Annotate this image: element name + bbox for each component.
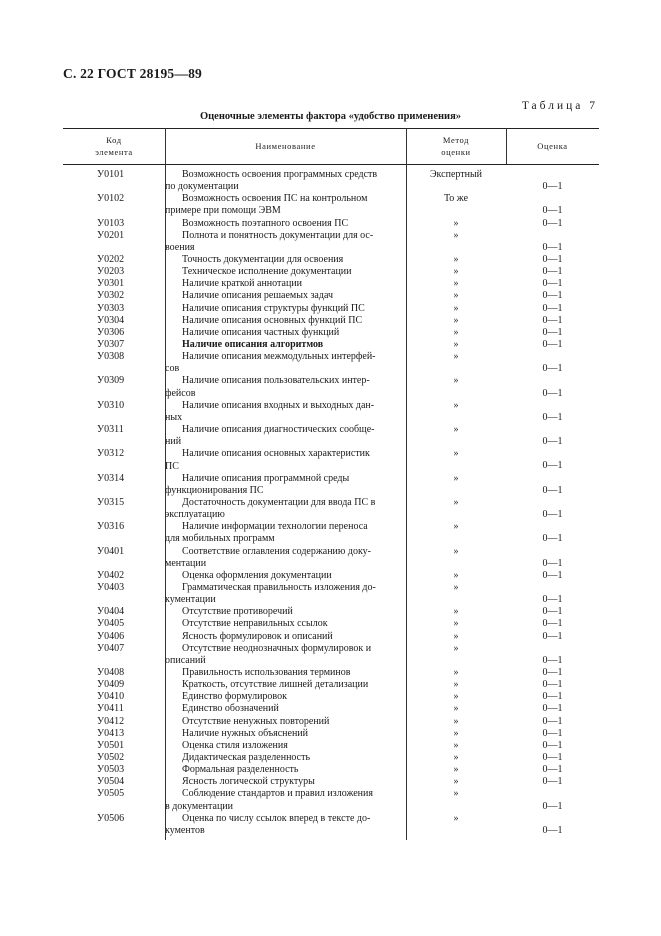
table-row [63, 218, 599, 230]
element-code: У0102 [97, 193, 125, 205]
element-code: У0307 [97, 339, 125, 351]
evaluation-method: » [453, 545, 459, 557]
element-name [165, 254, 403, 266]
element-code: У0203 [97, 266, 125, 278]
score-range: 0—1 [542, 606, 563, 618]
evaluation-method: » [453, 472, 459, 484]
table-row [63, 169, 599, 193]
element-name-line: описаний [165, 654, 206, 666]
element-name-line: Грамматическая правильность изложения до- [182, 581, 376, 593]
element-name-line: Наличие описания решаемых задач [182, 290, 334, 302]
element-name-line: Отсутствие неправильных ссылок [182, 618, 328, 630]
element-code: У0103 [97, 217, 125, 229]
element-name [165, 667, 403, 679]
element-name [165, 618, 403, 630]
score-range: 0—1 [542, 727, 563, 739]
evaluation-method: » [453, 739, 459, 751]
table-row [63, 448, 599, 472]
score-range: 0—1 [542, 241, 563, 253]
evaluation-method: » [453, 229, 459, 241]
table-row [63, 375, 599, 399]
element-name-line: Краткость, отсутствие лишней детализации [182, 679, 369, 691]
table-row [63, 400, 599, 424]
score-range: 0—1 [542, 557, 563, 569]
element-code: У0503 [97, 764, 125, 776]
table-row [63, 473, 599, 497]
score-range: 0—1 [542, 290, 563, 302]
element-name [165, 351, 403, 375]
table-row [63, 618, 599, 630]
element-name [165, 521, 403, 545]
element-code: У0401 [97, 545, 125, 557]
element-code: У0506 [97, 812, 125, 824]
score-range: 0—1 [542, 679, 563, 691]
score-range: 0—1 [542, 181, 563, 193]
table-row [63, 703, 599, 715]
table-row [63, 424, 599, 448]
table-row [63, 521, 599, 545]
element-code: У0402 [97, 569, 125, 581]
table-row [63, 740, 599, 752]
element-name [165, 752, 403, 764]
table-row [63, 582, 599, 606]
element-name-line: Наличие описания основных характеристик [182, 448, 370, 460]
evaluation-method: » [453, 764, 459, 776]
element-name [165, 606, 403, 618]
element-name-line: в документации [165, 800, 233, 812]
element-code: У0502 [97, 751, 125, 763]
table-row [63, 339, 599, 351]
table-row [63, 606, 599, 618]
element-name-line: Оценка оформления документации [182, 569, 332, 581]
table-row [63, 327, 599, 339]
element-name-line: Дидактическая разделенность [182, 751, 311, 763]
table-row [63, 351, 599, 375]
element-code: У0501 [97, 739, 125, 751]
element-name [165, 691, 403, 703]
score-range: 0—1 [542, 715, 563, 727]
score-range: 0—1 [542, 339, 563, 351]
score-range: 0—1 [542, 764, 563, 776]
evaluation-method: » [453, 812, 459, 824]
element-name [165, 278, 403, 290]
element-name-line: Формальная разделенность [182, 764, 299, 776]
evaluation-method: » [453, 618, 459, 630]
column-header-name: Наименование [255, 141, 316, 151]
evaluation-method: » [453, 496, 459, 508]
element-code: У0308 [97, 351, 125, 363]
table-row [63, 776, 599, 788]
score-range: 0—1 [542, 363, 563, 375]
element-name-line: Наличие информации технологии переноса [182, 521, 368, 533]
score-range: 0—1 [542, 278, 563, 290]
evaluation-method: » [453, 606, 459, 618]
element-name [165, 776, 403, 788]
element-name [165, 788, 403, 812]
element-code: У0312 [97, 448, 125, 460]
table-row [63, 315, 599, 327]
element-name [165, 546, 403, 570]
evaluation-method: » [453, 569, 459, 581]
element-code: У0202 [97, 254, 125, 266]
element-name [165, 570, 403, 582]
table-row [63, 546, 599, 570]
element-name [165, 643, 403, 667]
element-name [165, 169, 403, 193]
element-name [165, 424, 403, 448]
evaluation-method: » [453, 642, 459, 654]
evaluation-method: » [453, 751, 459, 763]
evaluation-method: » [453, 703, 459, 715]
element-name-line: фейсов [165, 387, 196, 399]
evaluation-method: » [453, 302, 459, 314]
element-name-line: Полнота и понятность документации для ос- [182, 229, 374, 241]
element-code: У0310 [97, 399, 125, 411]
element-name [165, 230, 403, 254]
table-row [63, 193, 599, 217]
evaluation-method: » [453, 278, 459, 290]
element-name [165, 740, 403, 752]
evaluation-method: » [453, 691, 459, 703]
column-header-code: Код элемента [95, 135, 133, 157]
score-range: 0—1 [542, 691, 563, 703]
score-range: 0—1 [542, 569, 563, 581]
score-range: 0—1 [542, 326, 563, 338]
element-name-line: Правильность использования терминов [182, 666, 351, 678]
score-range: 0—1 [542, 205, 563, 217]
score-range: 0—1 [542, 666, 563, 678]
score-range: 0—1 [542, 654, 563, 666]
evaluation-method: » [453, 424, 459, 436]
element-name-line: функционирования ПС [165, 484, 264, 496]
element-code: У0504 [97, 776, 125, 788]
table-row [63, 752, 599, 764]
column-header-score: Оценка [537, 141, 568, 151]
evaluation-method: » [453, 581, 459, 593]
element-name [165, 400, 403, 424]
element-name-line: Наличие описания структуры функций ПС [182, 302, 365, 314]
element-name-line: Соответствие оглавления содержанию доку- [182, 545, 371, 557]
element-name-line: Наличие нужных объяснений [182, 727, 309, 739]
table-body [63, 169, 599, 837]
score-range: 0—1 [542, 436, 563, 448]
element-name [165, 703, 403, 715]
element-code: У0316 [97, 521, 125, 533]
evaluation-method: » [453, 351, 459, 363]
table-title: Оценочные элементы фактора «удобство применения» [199, 111, 462, 122]
element-name-line: Оценка стиля изложения [182, 739, 288, 751]
score-range: 0—1 [542, 217, 563, 229]
element-code: У0505 [97, 788, 125, 800]
table-row [63, 254, 599, 266]
score-range: 0—1 [542, 533, 563, 545]
score-range: 0—1 [542, 800, 563, 812]
evaluation-method: » [453, 715, 459, 727]
element-code: У0301 [97, 278, 125, 290]
element-name-line: Единство обозначений [182, 703, 279, 715]
element-name [165, 339, 403, 351]
element-name-line: Наличие описания алгоритмов [182, 339, 324, 351]
element-name [165, 218, 403, 230]
table-row [63, 716, 599, 728]
score-range: 0—1 [542, 751, 563, 763]
table-row [63, 764, 599, 776]
element-name-line: Возможность поэтапного освоения ПС [182, 217, 349, 229]
element-code: У0405 [97, 618, 125, 630]
table-header-rule [63, 164, 599, 165]
element-name [165, 266, 403, 278]
score-range: 0—1 [542, 460, 563, 472]
element-name-line: ПС [165, 460, 179, 472]
table-row [63, 230, 599, 254]
evaluation-method: » [453, 254, 459, 266]
evaluation-method: » [453, 339, 459, 351]
element-code: У0101 [97, 169, 125, 180]
element-name [165, 679, 403, 691]
element-name-line: кументации [165, 594, 216, 606]
element-name [165, 716, 403, 728]
evaluation-method: » [453, 679, 459, 691]
element-code: У0304 [97, 314, 125, 326]
element-name [165, 631, 403, 643]
element-name-line: Оценка по числу ссылок вперед в тексте до- [182, 812, 371, 824]
score-range: 0—1 [542, 509, 563, 521]
element-name-line: Наличие описания основных функций ПС [182, 314, 363, 326]
table-row [63, 266, 599, 278]
element-name-line: ных [165, 411, 183, 423]
evaluation-method: » [453, 314, 459, 326]
score-range: 0—1 [542, 739, 563, 751]
column-header-method: Метод оценки [441, 135, 471, 157]
table-row [63, 631, 599, 643]
table-row [63, 667, 599, 679]
element-name-line: Отсутствие противоречий [182, 606, 293, 618]
element-name-line: кументов [165, 824, 205, 836]
element-name [165, 315, 403, 327]
evaluation-method: » [453, 217, 459, 229]
evaluation-method: » [453, 727, 459, 739]
score-range: 0—1 [542, 314, 563, 326]
element-name-line: Возможность освоения программных средств [182, 169, 378, 180]
element-name-line: Ясность формулировок и описаний [182, 630, 333, 642]
score-range: 0—1 [542, 630, 563, 642]
evaluation-method: » [453, 776, 459, 788]
element-name [165, 813, 403, 837]
element-code: У0302 [97, 290, 125, 302]
element-code: У0309 [97, 375, 125, 387]
element-name-line: Отсутствие неоднозначных формулировок и [182, 642, 372, 654]
element-code: У0413 [97, 727, 125, 739]
evaluation-method: » [453, 290, 459, 302]
score-range: 0—1 [542, 302, 563, 314]
element-code: У0406 [97, 630, 125, 642]
score-range: 0—1 [542, 254, 563, 266]
page-header: С. 22 ГОСТ 28195—89 [63, 66, 202, 81]
table-row [63, 303, 599, 315]
evaluation-method: » [453, 448, 459, 460]
element-name-line: эксплуатацию [165, 509, 225, 521]
element-name-line: Техническое исполнение документации [182, 266, 352, 278]
element-name [165, 303, 403, 315]
element-name [165, 497, 403, 521]
element-code: У0315 [97, 496, 125, 508]
element-code: У0404 [97, 606, 125, 618]
table-row [63, 813, 599, 837]
element-name [165, 290, 403, 302]
score-range: 0—1 [542, 776, 563, 788]
element-name [165, 473, 403, 497]
evaluation-method: » [453, 521, 459, 533]
evaluation-method: Экспертный [429, 169, 483, 180]
element-name-line: Наличие описания частных функций [182, 326, 340, 338]
element-name [165, 448, 403, 472]
element-name [165, 582, 403, 606]
element-name-line: Единство формулировок [182, 691, 287, 703]
element-name-line: Точность документации для освоения [182, 254, 344, 266]
element-name-line: по документации [165, 181, 239, 193]
element-code: У0407 [97, 642, 125, 654]
score-range: 0—1 [542, 703, 563, 715]
element-name-line: Наличие описания программной среды [182, 472, 350, 484]
element-name [165, 193, 403, 217]
element-code: У0311 [97, 424, 124, 436]
element-name-line: Ясность логической структуры [182, 776, 315, 788]
element-name-line: Возможность освоения ПС на контрольном [182, 193, 368, 205]
element-name-line: Наличие описания пользовательских интер- [182, 375, 370, 387]
table-row [63, 290, 599, 302]
table-row [63, 788, 599, 812]
element-name [165, 375, 403, 399]
element-name-line: Соблюдение стандартов и правил изложения [182, 788, 373, 800]
score-range: 0—1 [542, 618, 563, 630]
element-code: У0412 [97, 715, 125, 727]
evaluation-method: » [453, 630, 459, 642]
table-row [63, 570, 599, 582]
score-range: 0—1 [542, 266, 563, 278]
table-row [63, 728, 599, 740]
evaluation-method: » [453, 266, 459, 278]
evaluation-method: » [453, 788, 459, 800]
table-label: Таблица 7 [521, 100, 598, 112]
element-name-line: Отсутствие ненужных повторений [182, 715, 330, 727]
evaluation-method: » [453, 375, 459, 387]
evaluation-method: » [453, 399, 459, 411]
element-name [165, 728, 403, 740]
element-name-line: Наличие описания межмодульных интерфей- [182, 351, 376, 363]
element-code: У0314 [97, 472, 125, 484]
score-range: 0—1 [542, 411, 563, 423]
element-name-line: ментации [165, 557, 207, 569]
score-range: 0—1 [542, 594, 563, 606]
element-name-line: ний [165, 436, 182, 448]
table-row [63, 278, 599, 290]
element-code: У0408 [97, 666, 125, 678]
element-code: У0403 [97, 581, 125, 593]
evaluation-method: » [453, 326, 459, 338]
element-name-line: Достаточность документации для ввода ПС в [182, 496, 376, 508]
element-name-line: примере при помощи ЭВМ [165, 205, 281, 217]
element-name-line: сов [165, 363, 180, 375]
element-name-line: Наличие описания входных и выходных дан- [182, 399, 375, 411]
element-name [165, 764, 403, 776]
element-name [165, 327, 403, 339]
table-row [63, 643, 599, 667]
table-row [63, 497, 599, 521]
element-code: У0409 [97, 679, 125, 691]
score-range: 0—1 [542, 387, 563, 399]
element-name-line: Наличие описания диагностических сообще- [182, 424, 375, 436]
element-code: У0303 [97, 302, 125, 314]
element-name-line: Наличие краткой аннотации [182, 278, 303, 290]
score-range: 0—1 [542, 824, 563, 836]
element-code: У0411 [97, 703, 124, 715]
element-name-line: для мобильных программ [165, 533, 275, 545]
table-row [63, 679, 599, 691]
element-name-line: воения [165, 241, 195, 253]
element-code: У0410 [97, 691, 125, 703]
score-range: 0—1 [542, 484, 563, 496]
evaluation-method: То же [443, 193, 469, 205]
element-code: У0306 [97, 326, 125, 338]
table-row [63, 691, 599, 703]
element-code: У0201 [97, 229, 125, 241]
evaluation-method: » [453, 666, 459, 678]
